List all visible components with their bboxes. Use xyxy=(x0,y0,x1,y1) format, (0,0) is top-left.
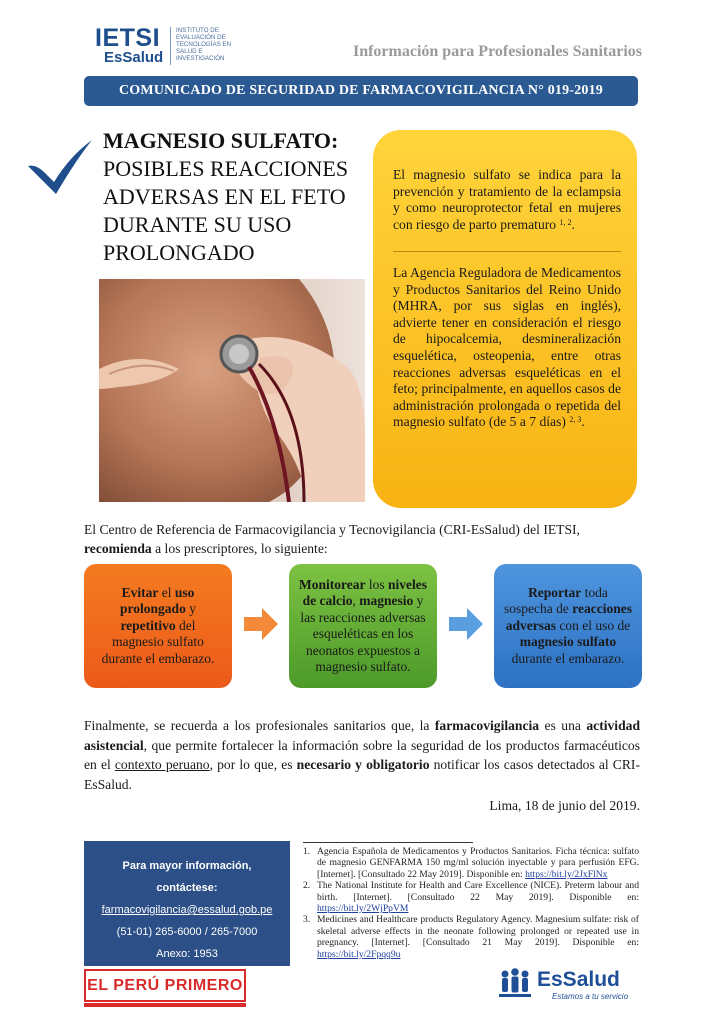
intro-text-b: a los prescriptores, lo siguiente: xyxy=(155,541,328,556)
closing-text-part: actividad asistencial xyxy=(84,718,640,753)
recommendation-text-part: magnesio xyxy=(359,593,414,608)
ietsi-logo-essalud: EsSalud xyxy=(104,49,164,66)
footnote-number: 3. xyxy=(303,914,311,926)
contact-phone: (51-01) 265-6000 / 265-7000 xyxy=(116,926,258,938)
recommendation-text-part: durante el embarazo. xyxy=(511,650,625,666)
footnote-text xyxy=(317,880,639,914)
footnote-text xyxy=(317,846,639,880)
title-drug: MAGNESIO SULFATO: xyxy=(103,128,339,153)
closing-paragraph xyxy=(84,716,640,794)
info-divider xyxy=(393,251,621,252)
contact-box xyxy=(84,841,290,966)
bulletin-banner: COMUNICADO DE SEGURIDAD DE FARMACOVIGILANCIA N° 019-2019 xyxy=(84,76,638,106)
footnote-link[interactable]: https://bit.ly/2WjPpVM xyxy=(317,903,409,915)
recommendation-text-part: toda sospecha de xyxy=(504,584,608,617)
recommendation-text-part: y xyxy=(185,601,196,617)
footnote-citation: Medicines and Healthcare products Regulatory Agency. Magnesium sulfate: risk of skeletal adverse effects in the neonate following prolonged or repeated use in pregnancy. [Internet]. [Consultado 21 May 2019]. Disponible en: xyxy=(317,914,639,949)
arrow-right-icon xyxy=(244,608,278,640)
intro-text-a: El Centro de Referencia de Farmacovigilancia y Tecnovigilancia (CRI-EsSalud) del IETSI, xyxy=(84,522,580,537)
footnote-number: 1. xyxy=(303,846,311,857)
closing-text-part: contexto peruano xyxy=(114,757,210,772)
recommendation-text-part: y las reacciones adversas esqueléticas en los neonatos expuestos a magnesio sulfato. xyxy=(300,593,426,674)
pregnancy-stethoscope-photo xyxy=(99,279,365,502)
footnote-citation: Agencia Española de Medicamentos y Productos Sanitarios. Ficha técnica: sulfato de magnesio GENFARMA 150 mg/ml solución inyectable y para perfusión EFG. [Internet]. [Consultado 22 May 2019]. Disponible en: xyxy=(317,846,639,880)
footnote-item xyxy=(303,846,639,880)
recommendation-text-part: , xyxy=(352,593,360,608)
recommendation-text-part: el xyxy=(158,584,175,600)
peru-primero-logo: EL PERÚ PRIMERO xyxy=(84,969,246,1002)
closing-text-part: es una xyxy=(539,718,587,733)
info-warning: La Agencia Reguladora de Medicamentos y Productos Sanitarios del Reino Unido (MHRA, por sus siglas en inglés), advierte tener en consideración el riesgo de hipocalcemia, desmineralización esquelética, osteopenia, entre otras reacciones adversas esqueléticas en el feto; principalmente, en aquellos casos de administración prolongada o repetida del magnesio sulfato (de 5 a 7 días) $^{2, 3}$. xyxy=(393,265,621,430)
recommendation-text-part: con el uso de xyxy=(556,617,631,633)
arrow-right-icon xyxy=(449,608,483,640)
info-warning-text: La Agencia Reguladora de Medicamentos y Productos Sanitarios del Reino Unido (MHRA, por sus siglas en inglés), advierte tener en consideración el riesgo de hipocalcemia, desmineralización esquelética, osteopenia, entre otras reacciones adversas esqueléticas en el feto; principalmente, en aquellos casos de administración prolongada o repetida del magnesio sulfato (de 5 a 7 días) xyxy=(393,265,621,430)
info-indication-text: El magnesio sulfato se indica para la prevención y tratamiento de la eclampsia y como neuroprotector fetal en mujeres con riesgo de parto prematuro xyxy=(393,167,621,232)
footnote-link[interactable]: https://bit.ly/2Fpqq9u xyxy=(317,948,401,960)
recommendation-text-part: Monitorear xyxy=(299,576,366,592)
recommendation-text-part: niveles de calcio xyxy=(302,576,427,608)
recommendation-text-part: reacciones adversas xyxy=(505,601,632,633)
ietsi-logo: IETSI xyxy=(95,24,161,52)
recommendation-text-part: del magnesio sulfato durante el embarazo. xyxy=(101,617,215,666)
recommendation-monitor xyxy=(289,564,437,688)
recommendation-text-part: Evitar xyxy=(121,584,159,600)
footnote-item xyxy=(303,914,639,960)
institute-name: INSTITUTO DE EVALUACIÓN DE TECNOLOGÍAS EN SALUD E INVESTIGACIÓN xyxy=(176,27,232,62)
closing-text-part: Finalmente, se recuerda a los profesionales sanitarios que, la xyxy=(84,718,435,733)
footnote-item xyxy=(303,880,639,914)
contact-extension: Anexo: 1953 xyxy=(156,948,218,960)
info-warning-refs: 2, 3 xyxy=(569,415,582,425)
footnotes xyxy=(303,846,639,960)
info-indication: El magnesio sulfato se indica para la prevención y tratamiento de la eclampsia y como neuroprotector fetal en mujeres con riesgo de parto prematuro $^{1, 2}$. xyxy=(393,167,621,232)
closing-text-part: necesario y obligatorio xyxy=(296,757,430,772)
contact-subheading: contáctese: xyxy=(156,882,218,894)
checkmark-icon xyxy=(26,138,96,198)
recommendation-text-part: repetitivo xyxy=(120,617,176,633)
recommendation-text-part: los xyxy=(365,576,388,592)
footnote-separator xyxy=(303,842,473,843)
recommendation-text-part: Reportar xyxy=(528,584,582,600)
page-title xyxy=(103,127,363,267)
recommendation-text-part: magnesio sulfato xyxy=(519,634,617,650)
recommendation-report xyxy=(494,564,642,688)
footnote-text xyxy=(317,914,639,960)
essalud-logo: EsSalud xyxy=(537,968,620,991)
closing-text-part: , que permite fortalecer la información sobre la seguridad de los productos farmacéuticos en el xyxy=(84,737,640,772)
contact-email-link[interactable]: farmacovigilancia@essalud.gob.pe xyxy=(101,904,273,916)
recommendation-intro xyxy=(84,520,640,558)
closing-text-part: notificar los casos detectados al CRI-EsSalud. xyxy=(84,757,640,792)
intro-bold: recomienda xyxy=(84,541,152,556)
peru-logo-bar xyxy=(84,1003,246,1007)
footnote-number: 2. xyxy=(303,880,311,892)
footnote-citation: The National Institute for Health and Care Excellence (NICE). Preterm labour and birth. [Internet]. [Consultado 22 May 2019]. Disponible en: xyxy=(317,880,639,903)
essalud-slogan: Estamos a tu servicio xyxy=(552,992,629,1001)
closing-text-part: , por lo que, es xyxy=(209,757,297,772)
footnote-link[interactable]: https://bit.ly/2JxFlNx xyxy=(525,868,608,880)
info-indication-refs: 1, 2 xyxy=(559,217,572,227)
logo-separator xyxy=(170,27,171,65)
closing-text-part: farmacovigilancia xyxy=(434,718,540,733)
header-tagline: Información para Profesionales Sanitarios xyxy=(352,43,642,60)
issue-date: Lima, 18 de junio del 2019. xyxy=(489,798,640,813)
title-subject: POSIBLES REACCIONES ADVERSAS EN EL FETO DURANTE SU USO PROLONGADO xyxy=(103,156,349,265)
contact-heading: Para mayor información, xyxy=(122,860,252,872)
recommendation-avoid xyxy=(84,564,232,688)
recommendation-text-part: uso prolongado xyxy=(120,584,195,617)
